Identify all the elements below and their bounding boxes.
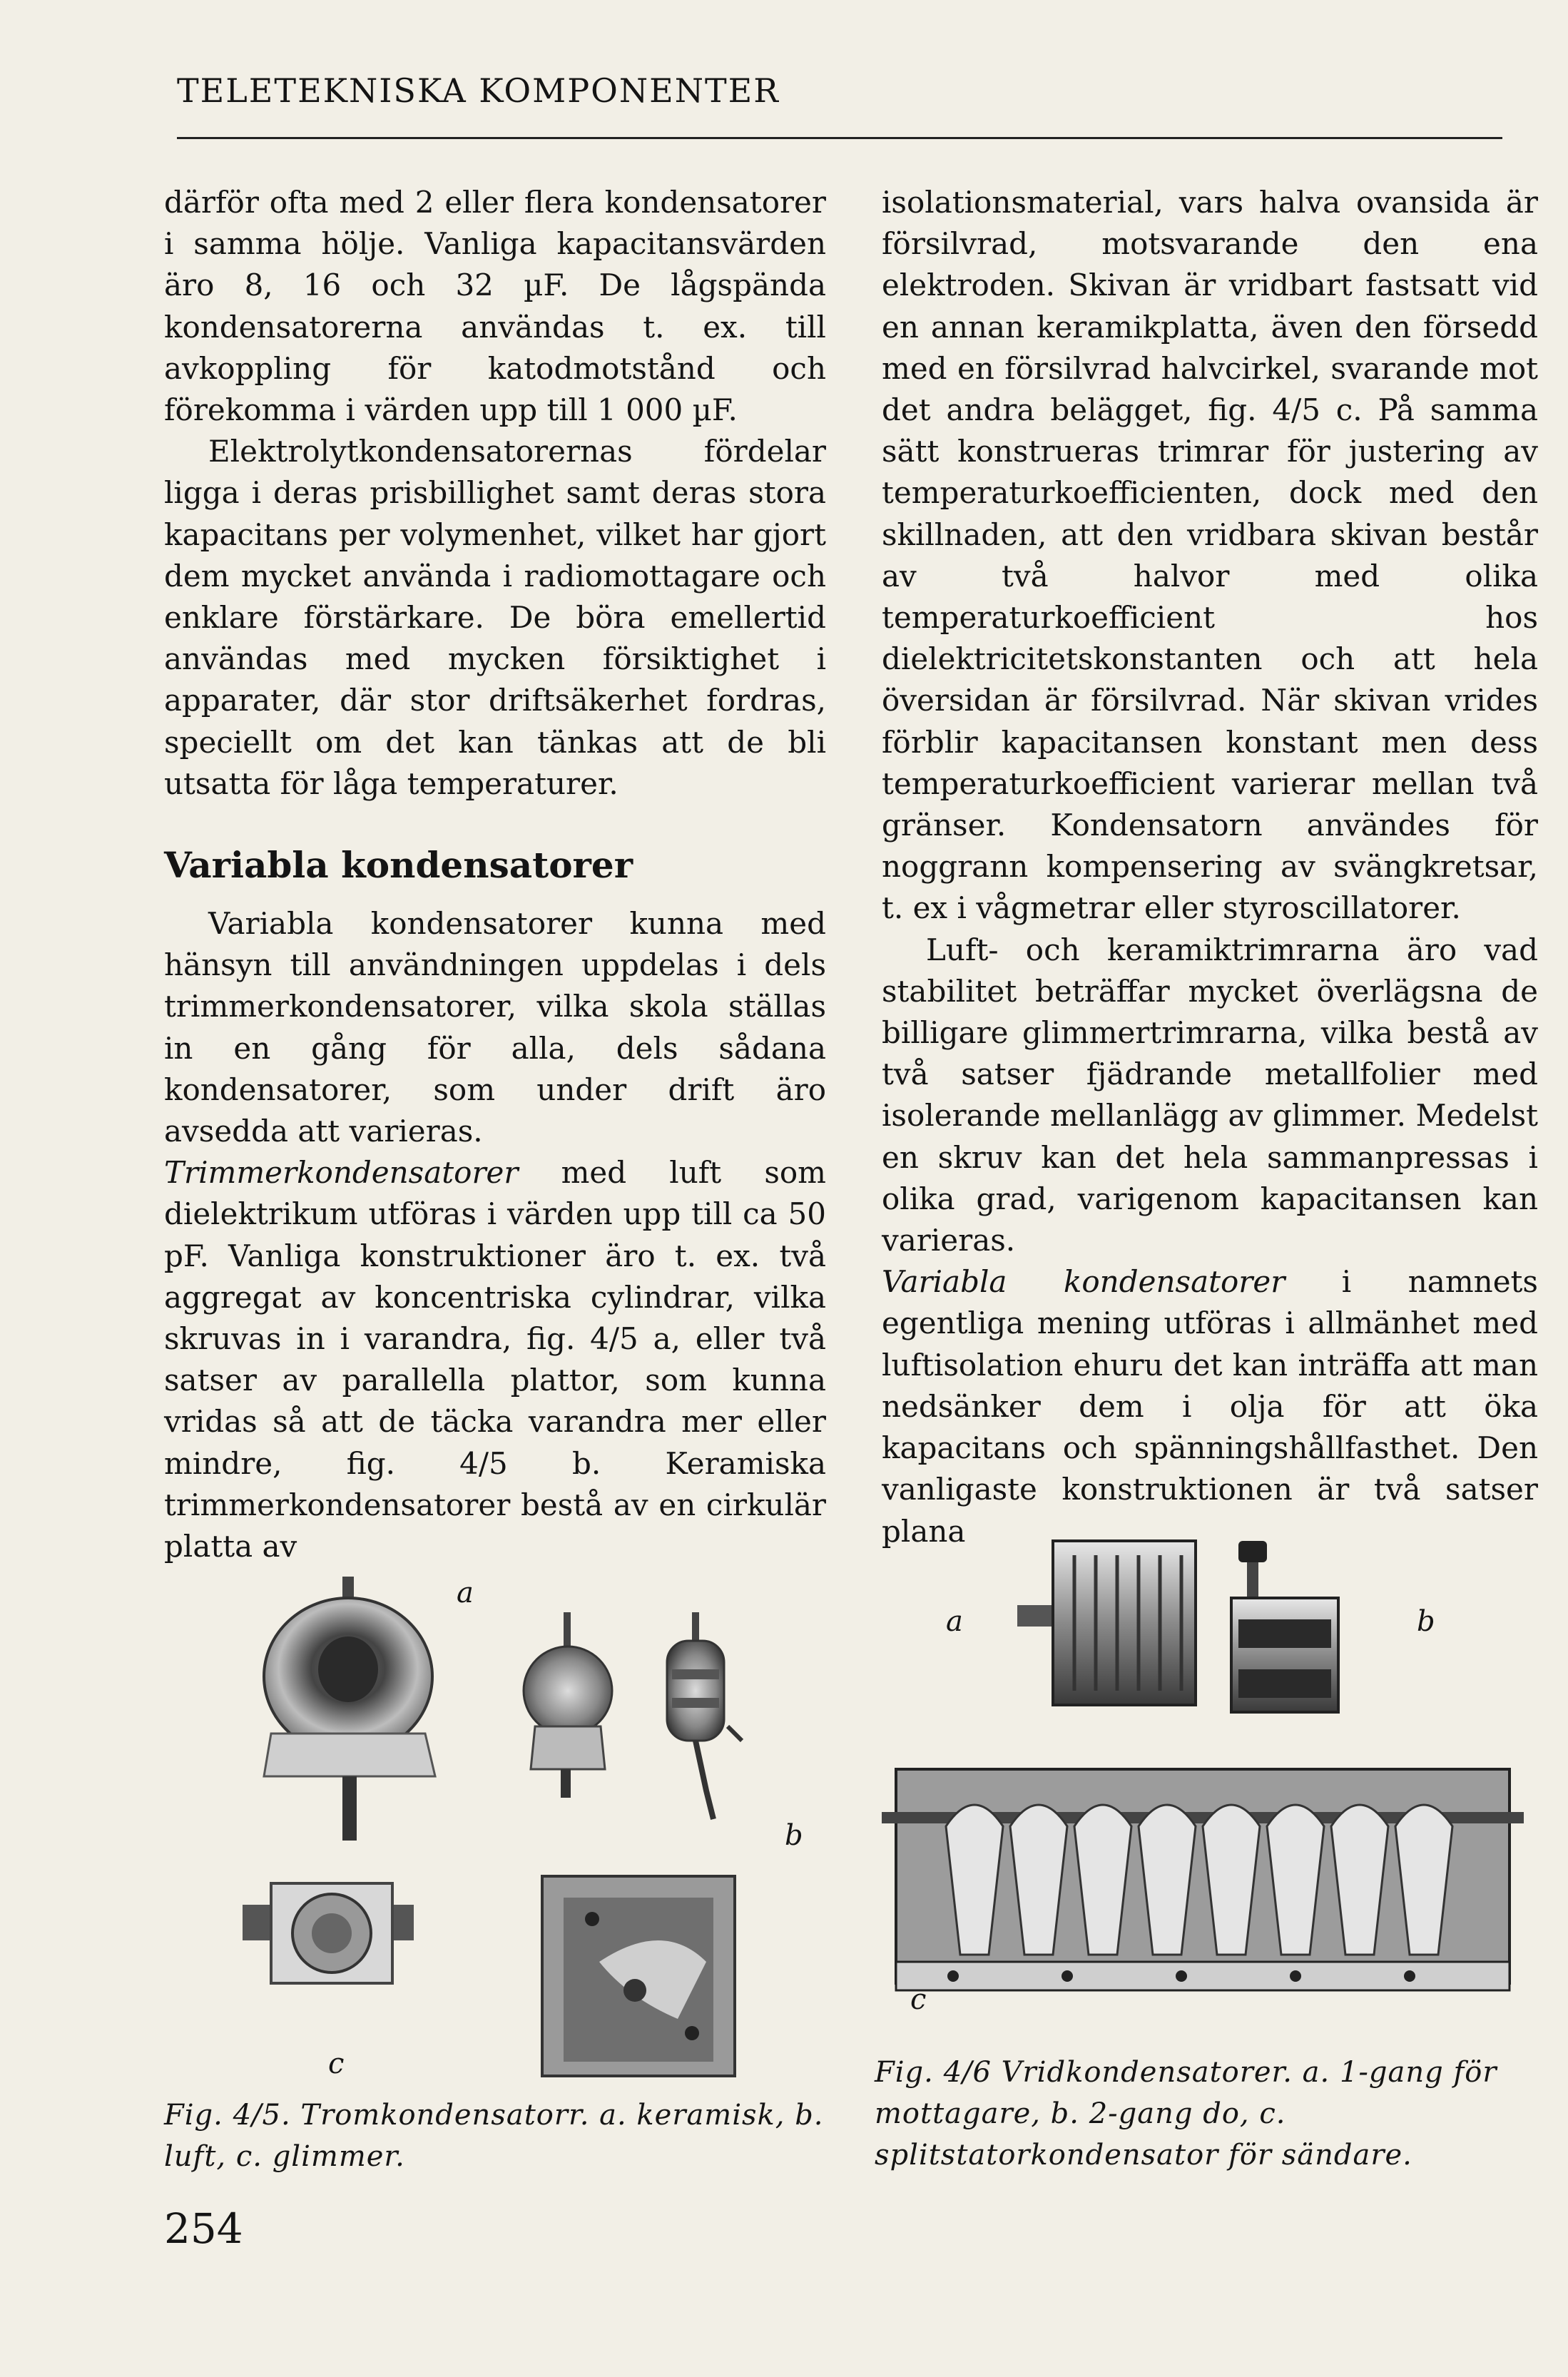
left-column [164,182,826,1567]
running-header: TELETEKNISKA KOMPONENTER [177,71,780,110]
air-trimmer-plate-photo [542,1876,735,2076]
figure-4-6 [882,1527,1538,2055]
left-paragraph-2: Elektrolytkondensatorernas fördelar ligga i deras prisbillighet samt deras stora kapacitans per volymenhet, vilket har gjort dem mycket använda i radiomottagare och enklare förstärkare. De böra emellertid användas med mycken försiktighet i apparater, där stor driftsäkerhet fordras, speciellt om det kan tänkas att de bli utsatta för låga temperaturer. [164,434,826,801]
figure-4-5 [164,1562,835,2090]
term-variabla-kondensatorer: Variabla kondensatorer [882,1264,1286,1300]
right-paragraph-2: Luft- och keramiktrimrarna äro vad stabilitet beträffar mycket överlägsna de billigare glimmertrimrarna, vilka bestå av två satser fjädrande metallfolier med isolerande mellanlägg av glimmer. Medelst en skruv kan det hela sammanpressas i olika grad, varigenom kapacitansen kan varieras. [882,932,1538,1258]
figure-4-6-label-b: b [1417,1605,1435,1638]
figure-4-5-photos [164,1562,835,2090]
left-paragraph-1: därför ofta med 2 eller flera kondensatorer i samma hölje. Vanliga kapacitansvärden äro 8, 16 och 32 µF. De lågspända kondensatorerna användas t. ex. till avkoppling för katodmotstånd och förekomma i värden upp till 1 000 µF. [164,185,826,428]
air-trimmer-small-photo [524,1612,612,1798]
split-stator-capacitor-photo [882,1769,1524,1990]
figure-4-6-label-c: c [910,1983,927,2016]
left-paragraph-4-text: med luft som dielektrikum utföras i värden upp till ca 50 pF. Vanliga konstruktioner äro t. ex. två aggregat av koncentriska cylindrar, vilka skruvas in i varandra, fig. 4/5 a, eller två satser av parallella plattor, som kunna vridas så att de täcka varandra mer eller mindre, fig. 4/5 b. Keramiska trimmerkondensatorer bestå av en cirkulär platta av [164,1155,826,1564]
ceramic-trimmer-photo [264,1577,435,1841]
mica-trimmer-photo [243,1883,414,1983]
single-gang-capacitor-photo [1017,1541,1196,1705]
right-column [882,182,1538,1552]
figure-4-6-caption: Fig. 4/6 Vridkondensatorer. a. 1-gang för mottagare, b. 2-gang do, c. splitstatorkondensator för sändare. [875,2056,1497,2172]
cylinder-trimmer-photo [667,1612,742,1819]
right-paragraph-3 [882,1261,1538,1552]
right-paragraph-1: isolationsmaterial, vars halva ovansida är försilvrad, motsvarande den ena elektroden. Skivan är vridbart fastsatt vid en annan keramikplatta, även den försedd med en försilvrad halvcirkel, svarande mot det andra belägget, fig. 4/5 c. På samma sätt konstrueras trimrar för justering av temperaturkoefficienten, dock med den skillnaden, att den vridbara skivan består av två halvor med olika temperaturkoefficient hos dielektricitetskonstanten och att hela översidan är försilvrad. När skivan vrides förblir kapacitansen konstant men dess temperaturkoefficient varierar mellan två gränser. Kondensatorn användes för noggrann kompensering av svängkretsar, t. ex i vågmetrar eller styroscillatorer. [882,185,1538,926]
right-paragraph-3-text: i namnets egentliga mening utföras i allmänhet med luftisolation ehuru det kan inträffa att man nedsänker dem i olja för att öka kapacitans och spänningshållfasthet. Den vanligaste konstruktionen är två satser plana [882,1264,1538,1549]
figure-4-6-label-a: a [946,1605,963,1638]
term-trimmerkondensatorer: Trimmerkondensatorer [164,1155,519,1191]
two-gang-capacitor-photo [1231,1541,1338,1712]
left-paragraph-3: Variabla kondensatorer kunna med hänsyn till användningen uppdelas i dels trimmerkondensatorer, vilka skola ställas in en gång för alla, dels sådana kondensatorer, som under drift äro avsedda att varieras. [164,906,826,1149]
figure-4-6-photos [882,1527,1538,2055]
figure-4-5-caption: Fig. 4/5. Tromkondensatorr. a. keramisk, b. luft, c. glimmer. [164,2099,824,2173]
page-number: 254 [164,2204,243,2253]
section-heading: Variabla kondensatorer [164,844,633,887]
header-rule [177,137,1502,139]
figure-4-5-label-c: c [328,2047,345,2080]
figure-4-5-label-b: b [785,1819,803,1852]
figure-4-5-label-a: a [457,1577,474,1609]
left-paragraph-4 [164,1152,826,1567]
